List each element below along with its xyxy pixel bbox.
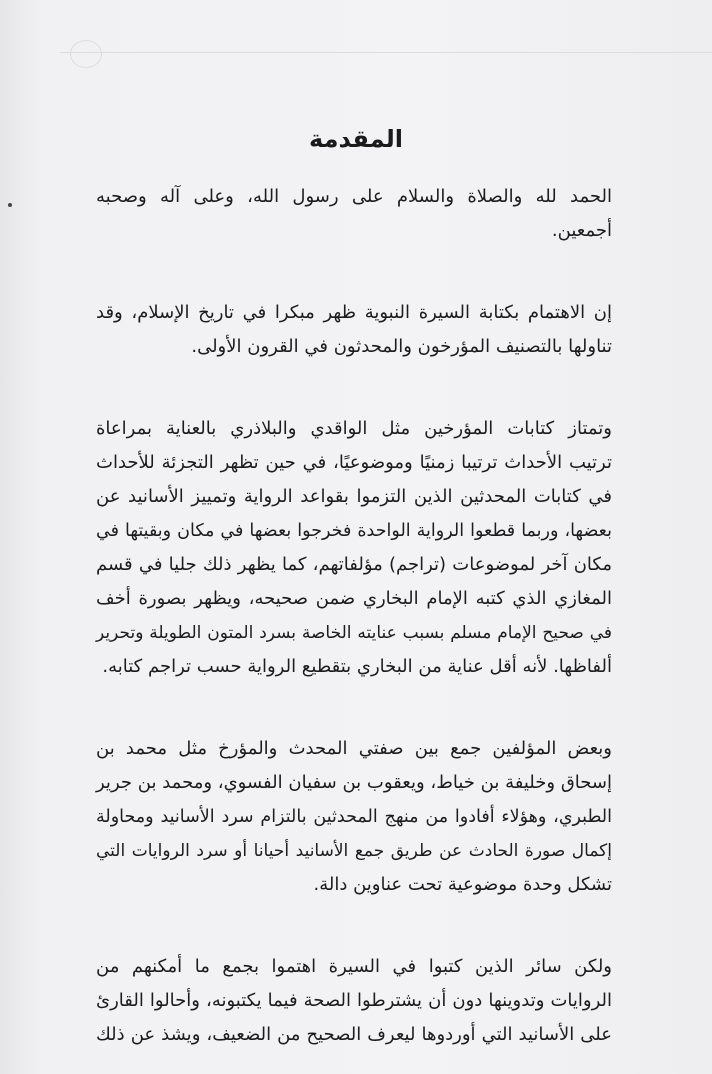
text-line: إن الاهتمام بكتابة السيرة النبوية ظهر مبكرا في تاريخ الإسلام، وقد: [96, 302, 612, 323]
text-line: في كتابات المحدثين الذين التزموا بقواعد الرواية وتمييز الأسانيد عن: [96, 486, 612, 507]
page-heading: المقدمة: [309, 125, 403, 153]
text-line: في صحيح الإمام مسلم بسبب عنايته الخاصة بسرد المتون الطويلة وتحرير: [96, 623, 612, 643]
text-line: الحمد لله والصلاة والسلام على رسول الله، وعلى آله وصحبه: [96, 186, 612, 207]
text-line: إكمال صورة الحادث عن طريق جمع الأسانيد أحيانا أو سرد الروايات التي: [96, 841, 612, 861]
paragraph: [96, 180, 612, 248]
margin-dot: [8, 203, 12, 207]
text-line: أجمعين.: [551, 220, 612, 241]
text-line: إسحاق وخليفة بن خياط، ويعقوب بن سفيان الفسوي، ومحمد بن جرير: [96, 772, 612, 793]
paragraph: [96, 950, 612, 1052]
text-line: الطبري، وهؤلاء أفادوا من منهج المحدثين بالتزام سرد الأسانيد ومحاولة: [96, 807, 612, 827]
text-line: مكان آخر لموضوعات (تراجم) مؤلفاتهم، كما يظهر ذلك جليا في قسم: [96, 554, 612, 575]
text-line: وتمتاز كتابات المؤرخين مثل الواقدي والبلاذري بالعناية بمراعاة: [96, 418, 612, 439]
body-text: [96, 180, 612, 1052]
text-line: تناولها بالتصنيف المؤرخون والمحدثون في القرون الأولى.: [191, 336, 612, 357]
text-line: الروايات وتدوينها دون أن يشترطوا الصحة فيما يكتبونه، وأحالوا القارئ: [96, 990, 612, 1011]
text-line: ولكن سائر الذين كتبوا في السيرة اهتموا بجمع ما أمكنهم من: [96, 956, 612, 977]
text-line: المغازي الذي كتبه الإمام البخاري ضمن صحيحه، ويظهر بصورة أخف: [96, 588, 612, 609]
bleed-through-page-number-ornament: [70, 40, 102, 68]
paragraph: [96, 296, 612, 364]
text-line: تشكل وحدة موضوعية تحت عناوين دالة.: [313, 874, 612, 895]
text-line: بعضها، وربما قطعوا الرواية الواحدة فخرجوا بعضها في مكان وبقيتها في: [96, 521, 612, 541]
paragraph: [96, 732, 612, 902]
text-line: على الأسانيد التي أوردوها ليعرف الصحيح من الضعيف، ويشذ عن ذلك: [96, 1024, 612, 1045]
bleed-through-header-rule: [60, 52, 712, 53]
text-line: وبعض المؤلفين جمع بين صفتي المحدث والمؤرخ مثل محمد بن: [96, 738, 612, 759]
text-line: ألفاظها. لأنه أقل عناية من البخاري بتقطيع الرواية حسب تراجم كتابه.: [102, 656, 612, 677]
paragraph: [96, 412, 612, 684]
text-line: ترتيب الأحداث ترتيبا زمنيًا وموضوعيًا، في حين تظهر التجزئة للأحداث: [96, 452, 612, 473]
